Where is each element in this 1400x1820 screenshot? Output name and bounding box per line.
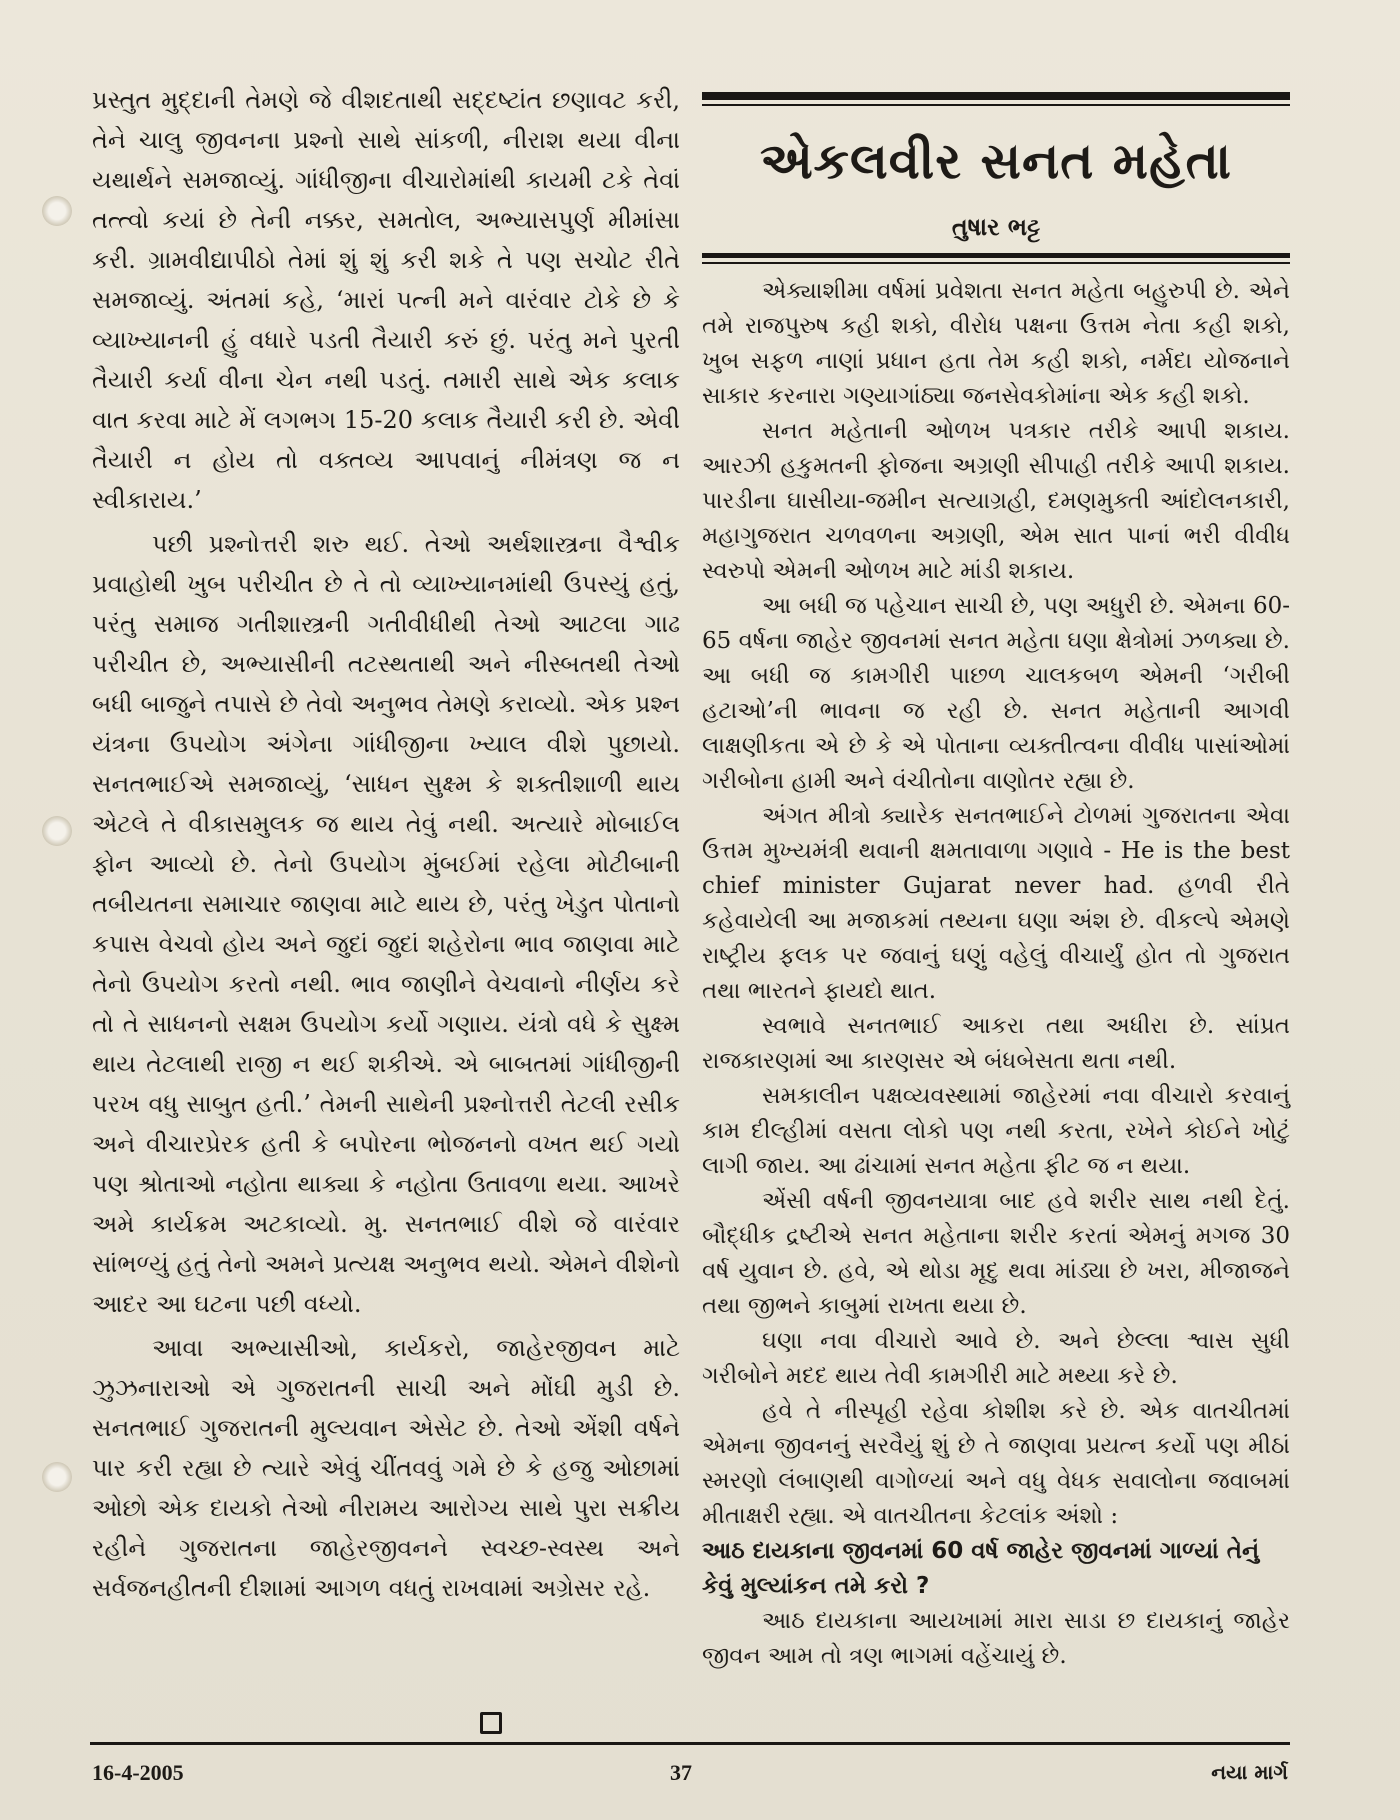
- article-paragraph-3: આ બધી જ પહેચાન સાચી છે, પણ અધુરી છે. એમના 60-65 વર્ષના જાહેર જીવનમાં સનત મહેતા ઘણા ક્ષેત્રોમાં ઝળક્યા છે. આ બધી જ કામગીરી પાછળ ચાલકબળ એમની ‘ગરીબી હટાઓ’ની ભાવના જ રહી છે. સનત મહેતાની આગવી લાક્ષણીકતા એ છે કે એ પોતાના વ્યક્તીત્વના વીવીધ પાસાંઓમાં ગરીબોના હામી અને વંચીતોના વાણોતર રહ્યા છે.: [702, 593, 1290, 794]
- magazine-name: નયા માર્ગ: [1211, 1760, 1288, 1784]
- article-paragraph-1: એક્યાશીમા વર્ષમાં પ્રવેશતા સનત મહેતા બહુરુપી છે. એને તમે રાજપુરુષ કહી શકો, વીરોધ પક્ષના ઉત્તમ નેતા કહી શકો, ખુબ સફળ નાણાં પ્રધાન હતા તેમ કહી શકો, નર્મદા યોજનાને સાકાર કરનારા ગણ્યાગાંઠ્યા જનસેવકોમાંના એક કહી શકો.: [702, 278, 1290, 409]
- title-rule-bottom-thin: [702, 262, 1290, 264]
- article-paragraph-8: ઘણા નવા વીચારો આવે છે. અને છેલ્લા શ્વાસ સુધી ગરીબોને મદદ થાય તેવી કામગીરી માટે મથ્યા કરે છે.: [702, 1328, 1290, 1389]
- punch-hole: [42, 816, 72, 846]
- title-rule-top: [702, 92, 1290, 100]
- punch-hole: [42, 196, 72, 226]
- left-paragraph-1: પ્રસ્તુત મુદ્દાની તેમણે જે વીશદતાથી સદ્દષ્ટાંત છણાવટ કરી, તેને ચાલુ જીવનના પ્રશ્નો સાથે સાંકળી, નીરાશ થયા વીના યથાર્થને સમજાવ્યું. ગાંધીજીના વીચારોમાંથી કાયમી ટકે તેવાં તત્ત્વો કયાં છે તેની નક્કર, સમતોલ, અભ્યાસપુર્ણ મીમાંસા કરી. ગ્રામવીદ્યાપીઠો તેમાં શું શું કરી શકે તે પણ સચોટ રીતે સમજાવ્યું. અંતમાં કહે, ‘મારાં પત્ની મને વારંવાર ટોકે છે કે વ્યાખ્યાનની હું વધારે પડતી તૈયારી કરું છું. પરંતુ મને પુરતી તૈયારી કર્યા વીના ચેન નથી પડતું. તમારી સાથે એક કલાક વાત કરવા માટે મેં લગભગ 15-20 કલાક તૈયારી કરી છે. એવી તૈયારી ન હોય તો વક્તવ્ય આપવાનું નીમંત્રણ જ ન સ્વીકારાય.’: [92, 86, 680, 514]
- left-column: [92, 80, 680, 1608]
- article-paragraph-6: સમકાલીન પક્ષવ્યવસ્થામાં જાહેરમાં નવા વીચારો કરવાનું કામ દીલ્હીમાં વસતા લોકો પણ નથી કરતા, રખેને કોઈને ખોટું લાગી જાય. આ ઢાંચામાં સનત મહેતા ફીટ જ ન થયા.: [702, 1083, 1290, 1179]
- issue-date: 16-4-2005: [92, 1760, 184, 1785]
- article-paragraph-4: અંગત મીત્રો ક્યારેક સનતભાઈને ટોળમાં ગુજરાતના એવા ઉત્તમ મુખ્યમંત્રી થવાની ક્ષમતાવાળા ગણાવે - He is the best chief minister Gujarat never had. હળવી રીતે કહેવાયેલી આ મજાકમાં તથ્યના ઘણા અંશ છે. વીકલ્પે એમણે રાષ્ટ્રીય ફલક પર જવાનું ઘણું વહેલું વીચાર્યું હોત તો ગુજરાત તથા ભારતને ફાયદો થાત.: [702, 803, 1290, 1004]
- article-paragraph-2: સનત મહેતાની ઓળખ પત્રકાર તરીકે આપી શકાય. આરઝી હકુમતની ફોજના અગ્રણી સીપાહી તરીકે આપી શકાય. પારડીના ઘાસીયા-જમીન સત્યાગ્રહી, દમણમુક્તી આંદોલનકારી, મહાગુજરાત ચળવળના અગ્રણી, એમ સાત પાનાં ભરી વીવીધ સ્વરુપો એમની ઓળખ માટે માંડી શકાય.: [702, 418, 1290, 584]
- article-paragraph-5: સ્વભાવે સનતભાઈ આકરા તથા અધીરા છે. સાંપ્રત રાજકારણમાં આ કારણસર એ બંધબેસતા થતા નથી.: [702, 1013, 1290, 1074]
- article-title: એકલવીર સનત મહેતા: [759, 132, 1233, 190]
- punch-hole: [42, 1462, 72, 1492]
- article-paragraph-9: હવે તે નીસ્પૃહી રહેવા કોશીશ કરે છે. એક વાતચીતમાં એમના જીવનનું સરવૈયું શું છે તે જાણવા પ્રયત્ન કર્યો પણ મીઠાં સ્મરણો લંબાણથી વાગોળ્યાં અને વધુ વેધક સવાલોના જવાબમાં મીતાક્ષરી રહ્યા. એ વાતચીતના કેટલાંક અંશો :: [702, 1398, 1290, 1529]
- interview-answer: આઠ દાયકાના આયખામાં મારા સાડા છ દાયકાનું જાહેર જીવન આમ તો ત્રણ ભાગમાં વહેંચાયું છે.: [702, 1608, 1290, 1669]
- article-end-mark: [480, 1712, 502, 1734]
- title-rule-bottom: [702, 253, 1290, 258]
- article-column: [702, 92, 1290, 1674]
- article-author: તુષાર ભટ્ટ: [951, 213, 1041, 241]
- left-paragraph-2: પછી પ્રશ્નોત્તરી શરુ થઈ. તેઓ અર્થશાસ્ત્રના વૈશ્વીક પ્રવાહોથી ખુબ પરીચીત છે તે તો વ્યાખ્યાનમાંથી ઉપસ્યું હતું, પરંતુ સમાજ ગતીશાસ્ત્રની ગતીવીધીથી તેઓ આટલા ગાઢ પરીચીત છે, અભ્યાસીની તટસ્થતાથી અને નીસ્બતથી તેઓ બધી બાજુને તપાસે છે તેવો અનુભવ તેમણે કરાવ્યો. એક પ્રશ્ન યંત્રના ઉપયોગ અંગેના ગાંધીજીના ખ્યાલ વીશે પુછાયો. સનતભાઈએ સમજાવ્યું, ‘સાધન સુક્ષ્મ કે શક્તીશાળી થાય એટલે તે વીકાસમુલક જ થાય તેવું નથી. અત્યારે મોબાઈલ ફોન આવ્યો છે. તેનો ઉપયોગ મુંબઈમાં રહેલા મોટીબાની તબીયતના સમાચાર જાણવા માટે થાય છે, પરંતુ ખેડુત પોતાનો કપાસ વેચવો હોય અને જુદાં જુદાં શહેરોના ભાવ જાણવા માટે તેનો ઉપયોગ કરતો નથી. ભાવ જાણીને વેચવાનો નીર્ણય કરે તો તે સાધનનો સક્ષમ ઉપયોગ કર્યો ગણાય. યંત્રો વધે કે સુક્ષ્મ થાય તેટલાથી રાજી ન થઈ શકીએ. એ બાબતમાં ગાંધીજીની પરખ વધુ સાબુત હતી.’ તેમની સાથેની પ્રશ્નોત્તરી તેટલી રસીક અને વીચારપ્રેરક હતી કે બપોરના ભોજનનો વખત થઈ ગયો પણ શ્રોતાઓ નહોતા થાક્યા કે નહોતા ઉતાવળા થયા. આખરે અમે કાર્યક્રમ અટકાવ્યો. મુ. સનતભાઈ વીશે જે વારંવાર સાંભળ્યું હતું તેનો અમને પ્રત્યક્ષ અનુભવ થયો. એમને વીશેનો આદર આ ઘટના પછી વધ્યો.: [92, 530, 680, 1318]
- title-rule-top-thin: [702, 104, 1290, 106]
- footer-rule: [90, 1742, 1290, 1745]
- interview-question: આઠ દાયકાના જીવનમાં 60 વર્ષ જાહેર જીવનમાં ગાળ્યાં તેનું કેવું મુલ્યાંકન તમે કરો ?: [702, 1538, 1260, 1599]
- left-paragraph-3: આવા અભ્યાસીઓ, કાર્યકરો, જાહેરજીવન માટે ઝુઝનારાઓ એ ગુજરાતની સાચી અને મોંઘી મુડી છે. સનતભાઈ ગુજરાતની મુલ્યવાન એસેટ છે. તેઓ એંશી વર્ષને પાર કરી રહ્યા છે ત્યારે એવું ચીંતવવું ગમે છે કે હજુ ઓછામાં ઓછો એક દાયકો તેઓ નીરામય આરોગ્ય સાથે પુરા સક્રીય રહીને ગુજરાતના જાહેરજીવનને સ્વચ્છ-સ્વસ્થ અને સર્વજનહીતની દીશામાં આગળ વધતું રાખવામાં અગ્રેસર રહે.: [92, 1334, 680, 1602]
- article-paragraph-7: એંસી વર્ષની જીવનયાત્રા બાદ હવે શરીર સાથ નથી દેતું. બૌદ્ધીક દ્રષ્ટીએ સનત મહેતાના શરીર કરતાં એમનું મગજ 30 વર્ષ યુવાન છે. હવે, એ થોડા મૃદુ થવા માંડ્યા છે ખરા, મીજાજને તથા જીભને કાબુમાં રાખતા થયા છે.: [702, 1188, 1290, 1319]
- page-number: 37: [670, 1760, 692, 1785]
